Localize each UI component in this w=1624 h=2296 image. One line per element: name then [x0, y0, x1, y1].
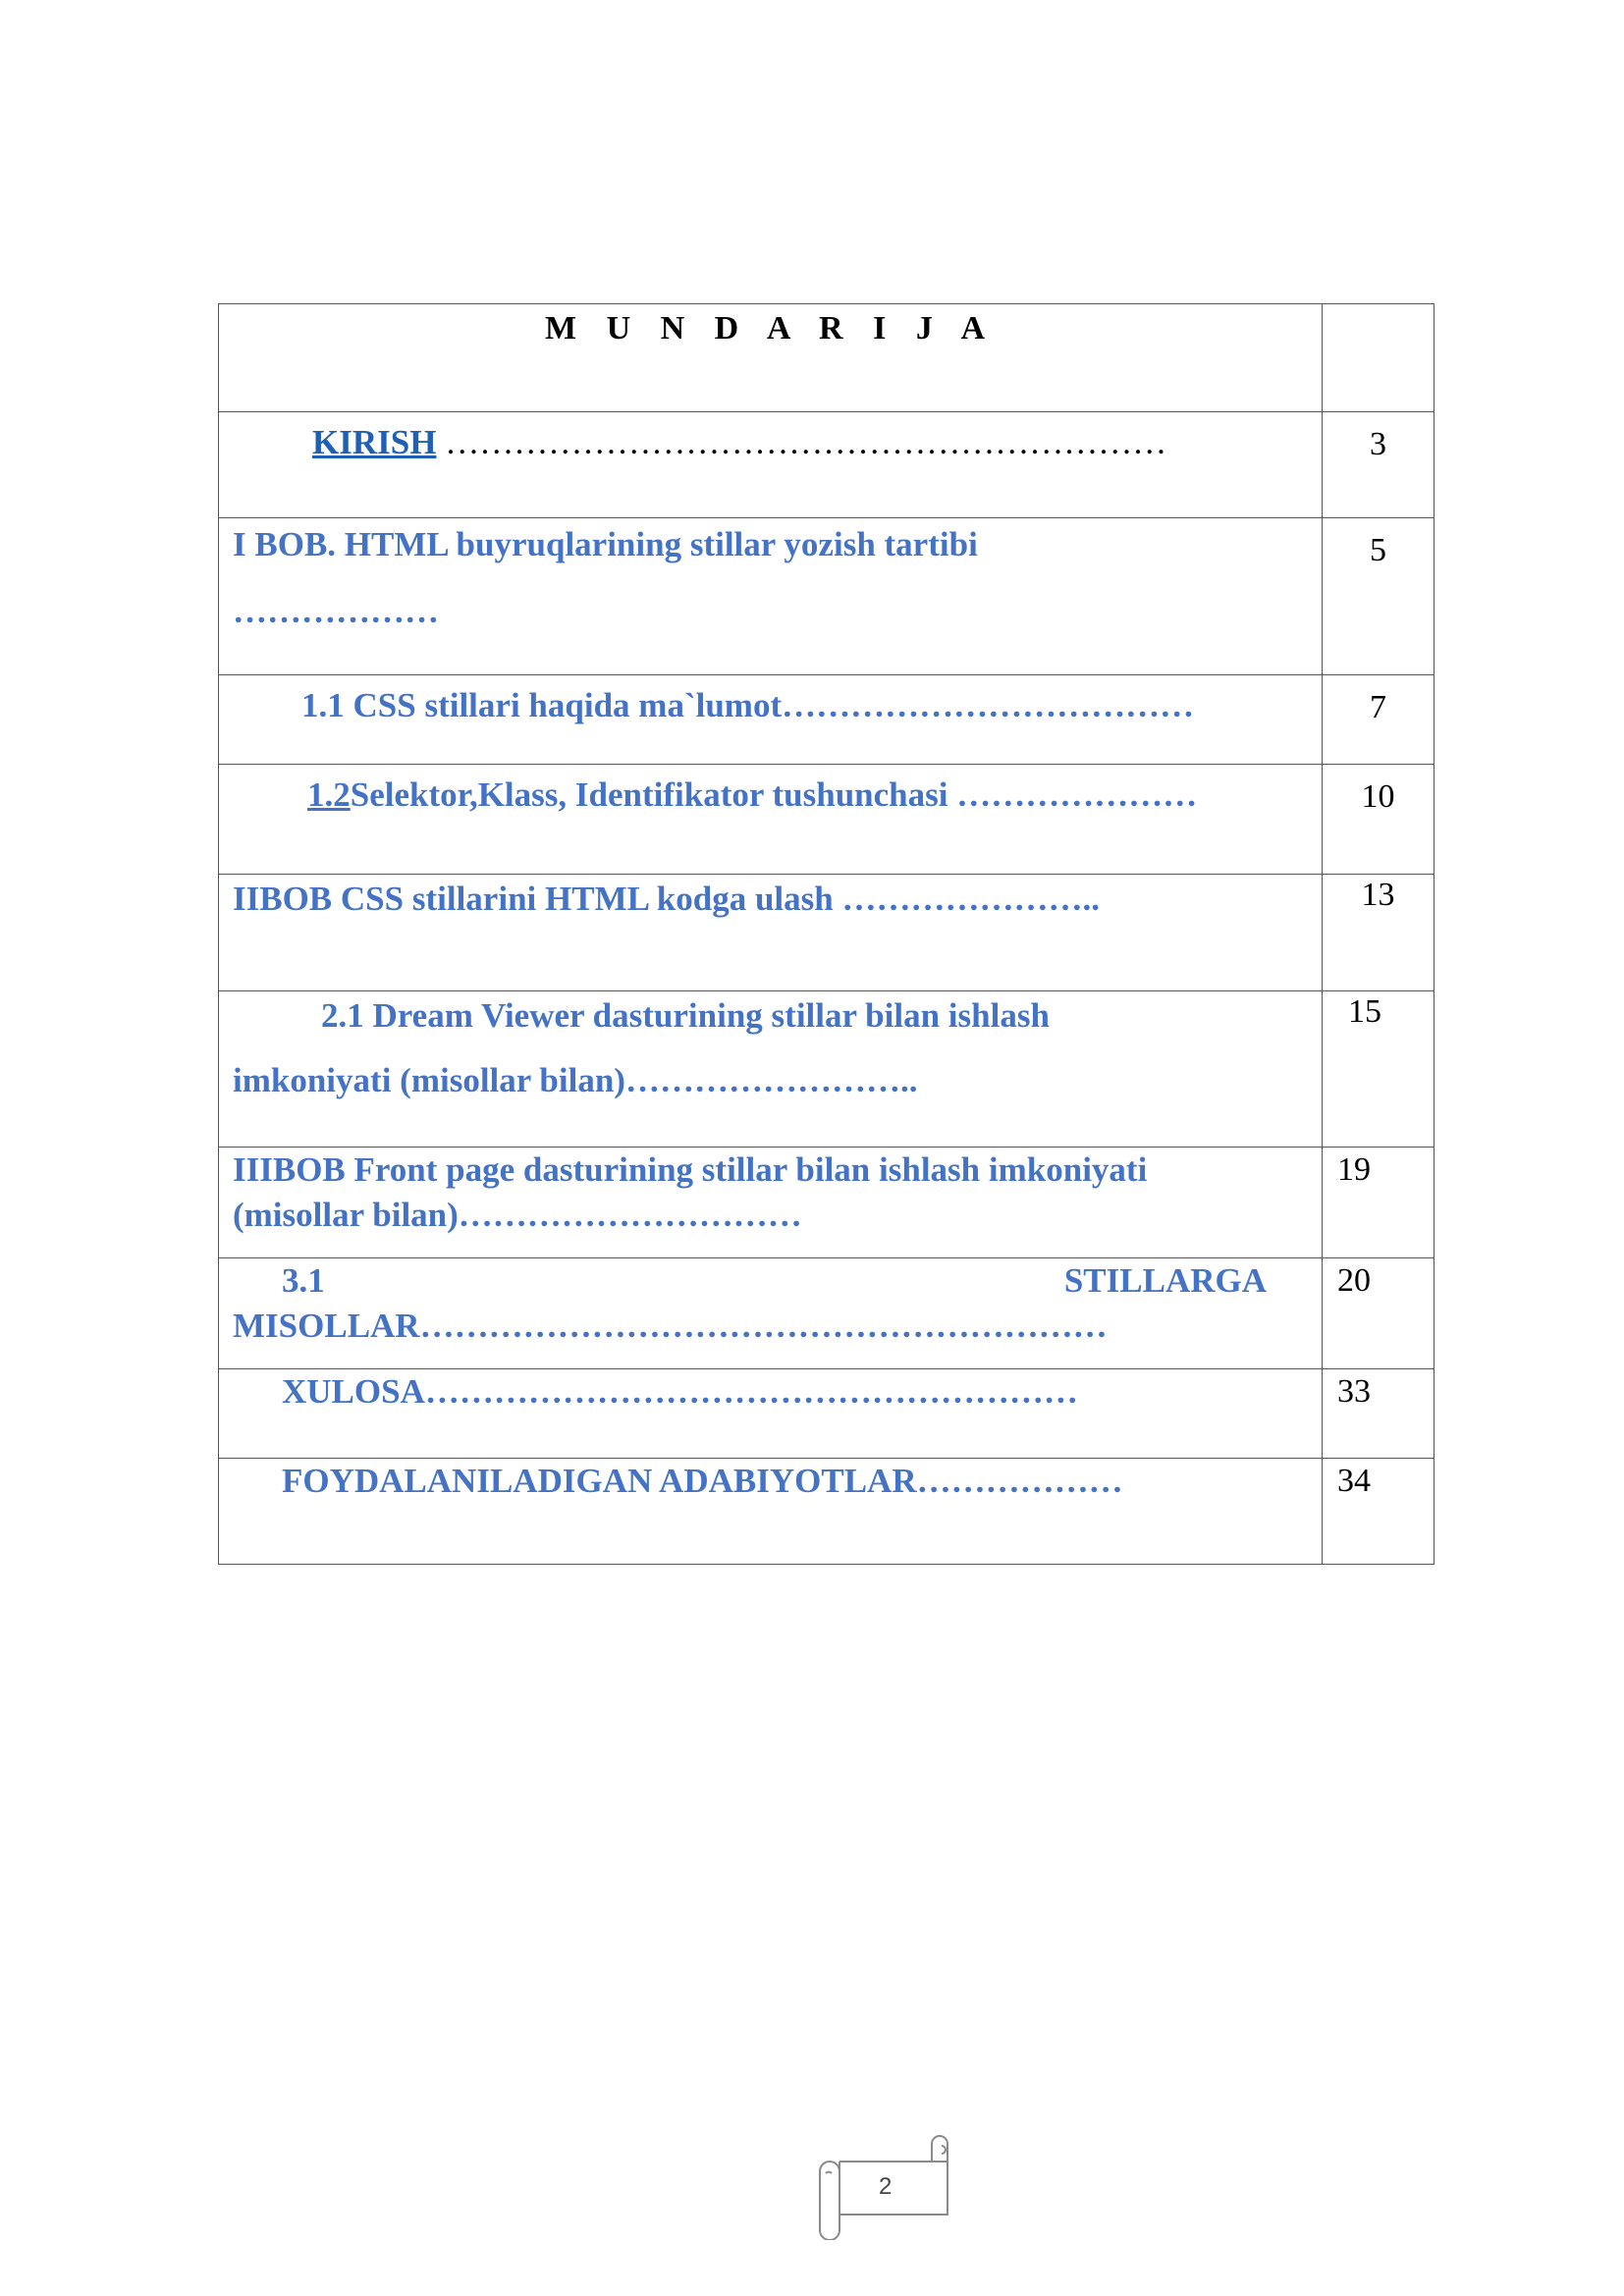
toc-entry-text[interactable]: XULOSA………………………………………………… [282, 1372, 1078, 1411]
page-number-text: 2 [879, 2173, 893, 2200]
page-number: 13 [1361, 877, 1395, 913]
toc-entry-text[interactable]: 2.1 Dream Viewer dasturining stillar bilan ishlash [321, 996, 1050, 1035]
toc-entry-dots: ……………… [233, 592, 439, 630]
toc-row-chapter-1[interactable] [219, 518, 1435, 675]
kirish-link[interactable]: KIRISH [312, 423, 437, 461]
toc-entry-text-cont: imkoniyati (misollar bilan)…………………….. [233, 1061, 918, 1099]
toc-entry-text[interactable]: IIBOB CSS stillarini HTML kodga ulash ………………….. [233, 880, 1100, 918]
toc-row-kirish [219, 412, 1435, 518]
page-number: 34 [1337, 1463, 1371, 1499]
page-number: 7 [1370, 689, 1386, 725]
toc-title-page-cell [1323, 304, 1435, 412]
toc-entry-text[interactable]: FOYDALANILADIGAN ADABIYOTLAR……………… [282, 1462, 1123, 1500]
table-of-contents [218, 303, 1435, 1565]
toc-row-1-2[interactable] [219, 765, 1435, 875]
page-number: 15 [1348, 993, 1381, 1030]
toc-header-row [219, 304, 1435, 412]
toc-row-3-1[interactable] [219, 1258, 1435, 1369]
toc-row-adabiyotlar[interactable] [219, 1459, 1435, 1565]
toc-entry-number: 3.1 [282, 1261, 325, 1300]
toc-dots: ……………………………………………………… [436, 423, 1167, 461]
toc-title-cell [219, 304, 1323, 412]
toc-row-1-1[interactable] [219, 675, 1435, 765]
toc-row-chapter-3[interactable] [219, 1148, 1435, 1258]
page-number: 20 [1337, 1262, 1371, 1299]
page-number: 10 [1361, 778, 1395, 815]
toc-entry-text[interactable]: I BOB. HTML buyruqlarining stillar yozish tartibi [233, 525, 978, 563]
page-number-badge [812, 2132, 959, 2240]
page-number: 5 [1370, 532, 1386, 568]
toc-entry-text-cont: MISOLLAR…………………………………………………… [233, 1307, 1108, 1345]
toc-row-2-1[interactable] [219, 991, 1435, 1148]
page-number: 19 [1337, 1151, 1371, 1188]
toc-row-xulosa[interactable] [219, 1369, 1435, 1459]
toc-title: M U N D A R I J A [544, 310, 997, 347]
page-number: 3 [1370, 426, 1386, 462]
toc-entry-number: 1.2 [307, 775, 351, 814]
toc-row-chapter-2[interactable] [219, 875, 1435, 991]
toc-entry-text[interactable]: STILLARGA [1063, 1261, 1267, 1300]
toc-entry-text[interactable]: IIIBOB Front page dasturining stillar bilan ishlash imkoniyati [233, 1150, 1148, 1189]
toc-entry-text-cont: (misollar bilan)………………………… [233, 1196, 802, 1234]
toc-entry-text[interactable]: Selektor,Klass, Identifikator tushunchasi ………………… [350, 775, 1198, 814]
toc-entry-text[interactable]: 1.1 CSS stillari haqida ma`lumot……………………………… [301, 686, 1195, 724]
page-number: 33 [1337, 1373, 1371, 1410]
